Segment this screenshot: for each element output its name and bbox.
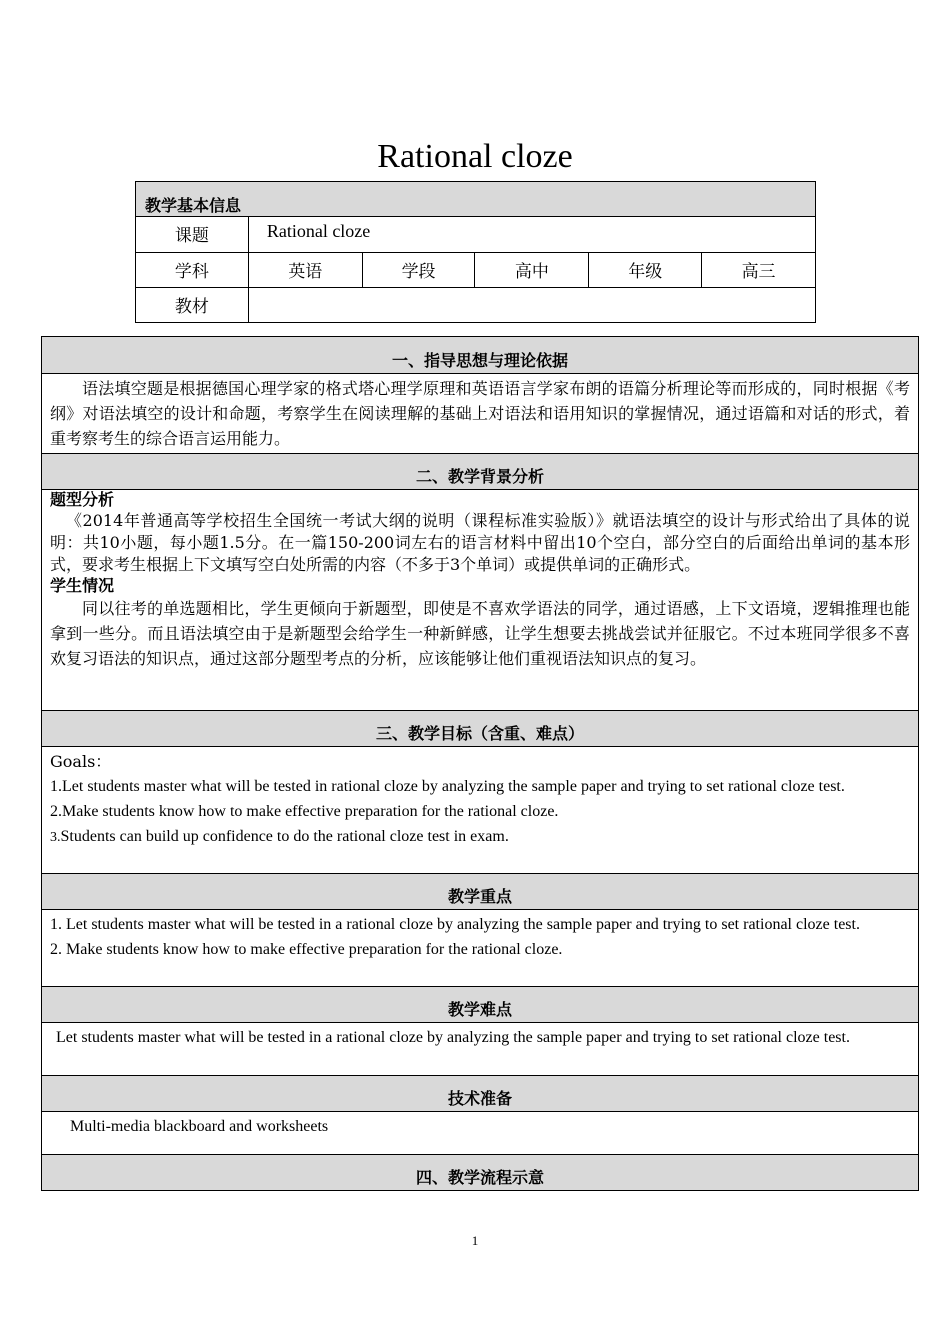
tech-prep-title: 技术准备 — [42, 1076, 919, 1112]
goals-label: Goals： — [50, 752, 112, 771]
subject-label: 学科 — [136, 253, 249, 288]
difficult-point-1: Let students master what will be tested in a rational cloze by analyzing the sample paper and trying to set rational cloze test. — [56, 1029, 850, 1046]
page-title: Rational cloze — [377, 138, 573, 175]
grade-value: 高三 — [702, 253, 816, 288]
tech-prep-text: Multi-media blackboard and worksheets — [70, 1118, 329, 1135]
difficult-points-title: 教学难点 — [42, 987, 919, 1023]
goal-3-number: 3. — [50, 830, 61, 845]
student-situation-heading: 学生情况 — [50, 576, 115, 595]
goal-1: 1.Let students master what will be tested in rational cloze by analyzing the sample paper and trying to set rational cloze test. — [50, 778, 845, 795]
basic-info-header: 教学基本信息 — [136, 182, 816, 217]
student-situation-text: 同以往考的单选题相比，学生更倾向于新题型，即使是不喜欢学语法的同学，通过语感，上下文语境，逻辑推理也能拿到一些分。而且语法填空由于是新题型会给学生一种新鲜感，让学生想要去挑战尝试并征服它。不过本班同学很多不喜欢复习语法的知识点，通过这部分题型考点的分析，应该能够让他们重视语法知识点的复习。 — [50, 599, 910, 668]
section-4-title: 四、教学流程示意 — [42, 1155, 919, 1191]
key-points-title: 教学重点 — [42, 874, 919, 910]
question-type-heading: 题型分析 — [50, 490, 115, 509]
topic-label: 课题 — [136, 217, 249, 253]
lesson-plan-table — [41, 336, 919, 1191]
section-3-title: 三、教学目标（含重、难点） — [42, 711, 919, 747]
basic-info-table — [135, 181, 816, 323]
key-point-2: 2. Make students know how to make effective preparation for the rational cloze. — [50, 941, 563, 958]
goal-2: 2.Make students know how to make effective preparation for the rational cloze. — [50, 803, 559, 820]
textbook-label: 教材 — [136, 288, 249, 323]
page-number: 1 — [471, 1233, 479, 1248]
goal-3: Students can build up confidence to do the rational cloze test in exam. — [60, 828, 509, 845]
stage-value: 高中 — [475, 253, 589, 288]
section-1-title: 一、指导思想与理论依据 — [42, 337, 919, 374]
question-type-text: 《2014年普通高等学校招生全国统一考试大纲的说明（课程标准实验版）》就语法填空的设计与形式给出了具体的说明：共10小题，每小题1.5分。在一篇150-200词左右的语言材料中留出10个空白，部分空白的后面给出单词的基本形式，要求考生根据上下文填写空白处所需的内容（不多于3个单词）或提供单词的正确形式。 — [50, 511, 910, 574]
grade-label: 年级 — [589, 253, 702, 288]
textbook-value — [248, 288, 815, 323]
section-1-text: 语法填空题是根据德国心理学家的格式塔心理学原理和英语语言学家布朗的语篇分析理论等而形成的，同时根据《考纲》对语法填空的设计和命题，考察学生在阅读理解的基础上对语法和语用知识的掌握情况，通过语篇和对话的形式，着重考察考生的综合语言运用能力。 — [50, 379, 910, 448]
section-2-title: 二、教学背景分析 — [42, 454, 919, 490]
subject-value: 英语 — [248, 253, 362, 288]
topic-value: Rational cloze — [248, 217, 815, 253]
key-point-1: 1. Let students master what will be tested in a rational cloze by analyzing the sample paper and trying to set rational cloze test. — [50, 916, 860, 933]
stage-label: 学段 — [362, 253, 475, 288]
